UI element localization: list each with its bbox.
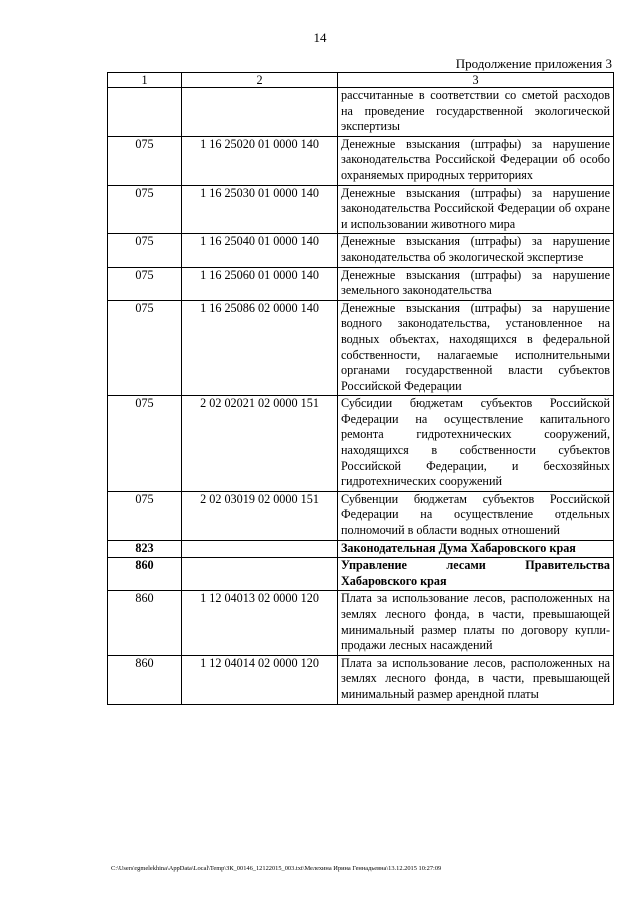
header-col-2: 2 bbox=[182, 73, 338, 88]
budget-code-cell bbox=[182, 88, 338, 137]
budget-code-cell: 1 16 25030 01 0000 140 bbox=[182, 185, 338, 234]
continuation-label: Продолжение приложения 3 bbox=[455, 56, 612, 71]
table-row bbox=[108, 491, 614, 540]
table-row bbox=[108, 540, 614, 558]
budget-code-cell bbox=[182, 558, 338, 591]
description-cell: Субвенции бюджетам субъектов Российской Федерации на осуществление отдельных полномочий в области водных отношений bbox=[338, 491, 614, 540]
admin-code-cell: 075 bbox=[108, 267, 182, 300]
admin-code-cell: 075 bbox=[108, 300, 182, 396]
description-cell: Денежные взыскания (штрафы) за нарушение законодательства Российской Федерации об охране и использовании животного мира bbox=[338, 185, 614, 234]
description-cell: Плата за использование лесов, расположенных на землях лесного фонда, в части, превышающей минимальный размер арендной платы bbox=[338, 655, 614, 704]
budget-code-cell: 1 16 25020 01 0000 140 bbox=[182, 136, 338, 185]
budget-code-cell: 2 02 03019 02 0000 151 bbox=[182, 491, 338, 540]
table-row bbox=[108, 591, 614, 655]
description-cell: Денежные взыскания (штрафы) за нарушение законодательства Российской Федерации об особо охраняемых природных территориях bbox=[338, 136, 614, 185]
budget-code-cell: 1 12 04013 02 0000 120 bbox=[182, 591, 338, 655]
admin-code-cell: 075 bbox=[108, 136, 182, 185]
table-header-row bbox=[108, 73, 614, 88]
description-cell: Денежные взыскания (штрафы) за нарушение водного законодательства, установленное на водных объектах, находящихся в федеральной собственности, налагаемые исполнительными органами государственной власти субъектов Российской Федерации bbox=[338, 300, 614, 396]
table-row bbox=[108, 655, 614, 704]
budget-code-cell: 1 16 25086 02 0000 140 bbox=[182, 300, 338, 396]
header-col-3: 3 bbox=[338, 73, 614, 88]
admin-code-cell: 860 bbox=[108, 655, 182, 704]
admin-code-cell: 075 bbox=[108, 396, 182, 492]
table-row bbox=[108, 136, 614, 185]
admin-code-cell: 075 bbox=[108, 491, 182, 540]
budget-code-cell: 1 12 04014 02 0000 120 bbox=[182, 655, 338, 704]
description-cell: Денежные взыскания (штрафы) за нарушение земельного законодательства bbox=[338, 267, 614, 300]
description-cell: Управление лесами Правительства Хабаровского края bbox=[338, 558, 614, 591]
description-cell: Законодательная Дума Хабаровского края bbox=[338, 540, 614, 558]
budget-code-cell: 2 02 02021 02 0000 151 bbox=[182, 396, 338, 492]
admin-code-cell: 075 bbox=[108, 234, 182, 267]
admin-code-cell: 075 bbox=[108, 185, 182, 234]
file-path-footer: C:\Users\rgmelekhina\AppData\Local\Temp\ЗК_00146_12122015_003.txt\Мелехина Ирина Геннадьевна\13.12.2015 10:27:09 bbox=[111, 865, 442, 872]
budget-code-cell bbox=[182, 540, 338, 558]
budget-code-cell: 1 16 25060 01 0000 140 bbox=[182, 267, 338, 300]
description-cell: рассчитанные в соответствии со сметой расходов на проведение государственной экологической экспертизы bbox=[338, 88, 614, 137]
table-row bbox=[108, 234, 614, 267]
table-row bbox=[108, 267, 614, 300]
table-row bbox=[108, 185, 614, 234]
description-cell: Денежные взыскания (штрафы) за нарушение законодательства об экологической экспертизе bbox=[338, 234, 614, 267]
table-row bbox=[108, 396, 614, 492]
page-number: 14 bbox=[313, 30, 327, 45]
description-cell: Плата за использование лесов, расположенных на землях лесного фонда, в части, превышающей минимальный размер платы по договору купли-продажи лесных насаждений bbox=[338, 591, 614, 655]
description-cell: Субсидии бюджетам субъектов Российской Федерации на осуществление капитального ремонта гидротехнических сооружений, находящихся в собственности субъектов Российской Федерации, и бесхозяйных гидротехнических сооружений bbox=[338, 396, 614, 492]
admin-code-cell bbox=[108, 88, 182, 137]
table-row bbox=[108, 558, 614, 591]
admin-code-cell: 860 bbox=[108, 591, 182, 655]
header-col-1: 1 bbox=[108, 73, 182, 88]
budget-code-cell: 1 16 25040 01 0000 140 bbox=[182, 234, 338, 267]
appendix-table bbox=[107, 72, 614, 705]
table-body bbox=[108, 73, 614, 705]
table-row bbox=[108, 88, 614, 137]
admin-code-cell: 823 bbox=[108, 540, 182, 558]
admin-code-cell: 860 bbox=[108, 558, 182, 591]
table-row bbox=[108, 300, 614, 396]
